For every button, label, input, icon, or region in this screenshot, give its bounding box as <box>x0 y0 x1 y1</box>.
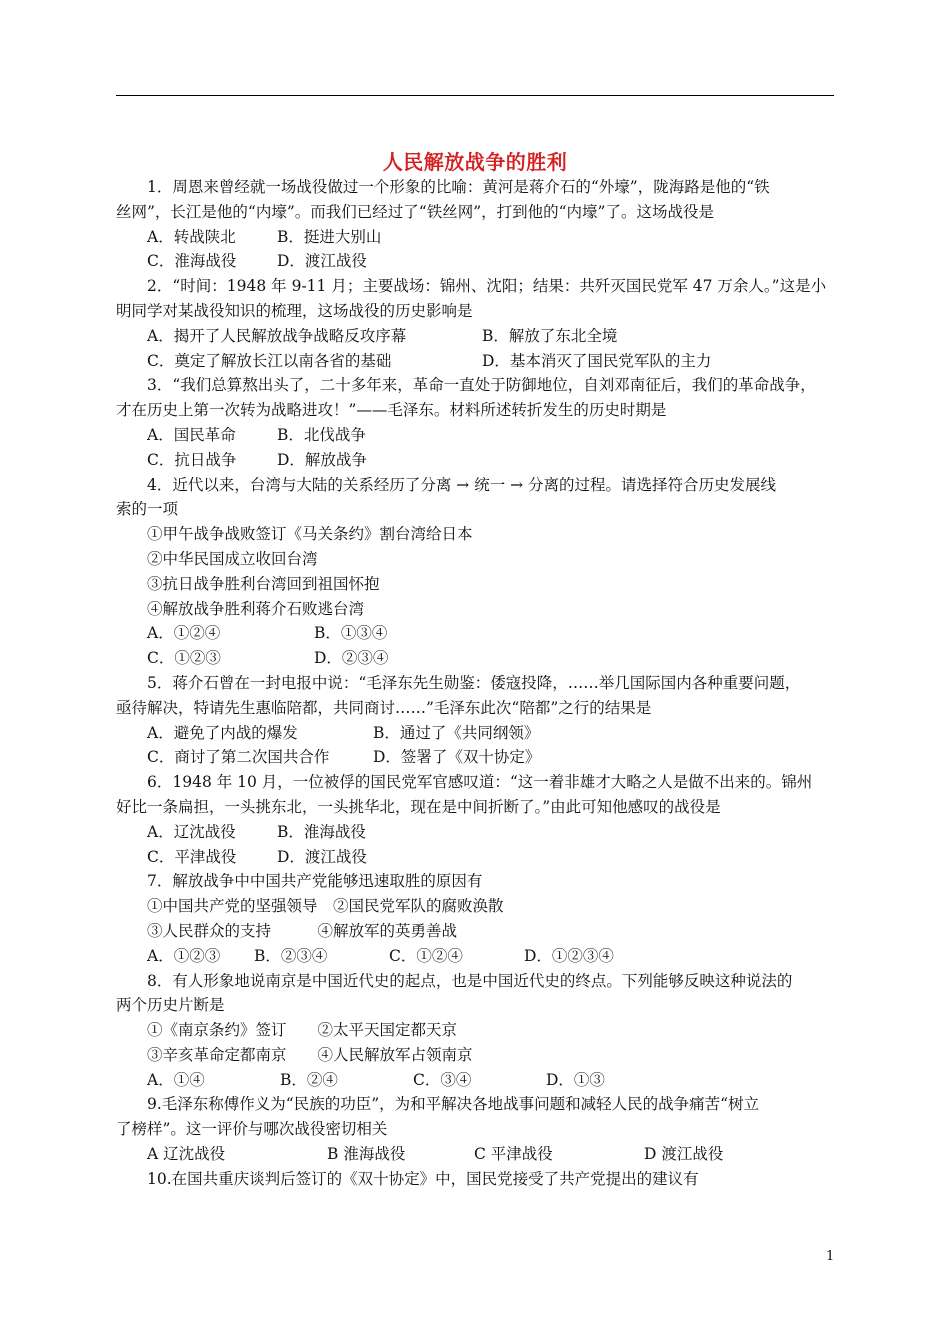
question-stem: 1．周恩来曾经就一场战役做过一个形象的比喻：黄河是蒋介石的“外壕”，陇海路是他的“铁 <box>147 178 770 196</box>
question-stem: 了榜样”。这一评价与哪次战役密切相关 <box>116 1120 388 1139</box>
question-stem: 5．蒋介石曾在一封电报中说：“毛泽东先生勋鉴：倭寇投降，……举几国际国内各种重要问题， <box>147 673 801 692</box>
answer-option: B．②③④ <box>254 946 328 965</box>
question-stem: 两个历史片断是 <box>116 996 225 1015</box>
answer-option: A．①②④ <box>147 624 221 643</box>
question-item: ③人民群众的支持 ④解放军的英勇善战 <box>147 921 458 940</box>
answer-option: A．①④ <box>147 1070 205 1089</box>
answer-option: C．抗日战争 <box>147 450 237 469</box>
answer-option: B．北伐战争 <box>277 425 366 444</box>
question-stem: 9.毛泽东称傅作义为“民族的功臣”，为和平解决各地战事问题和减轻人民的战争痛苦“树立 <box>147 1095 760 1114</box>
option-row <box>116 324 840 349</box>
question-stem: 4．近代以来，台湾与大陆的关系经历了分离 → 统一 → 分离的过程。请选择符合历史发展线 <box>147 475 777 494</box>
question-list <box>116 175 840 1192</box>
answer-option: D．解放战争 <box>277 450 367 469</box>
option-row <box>116 944 840 969</box>
option-row <box>116 1142 840 1167</box>
page-title: 人民解放战争的胜利 <box>382 150 568 174</box>
answer-option: B．①③④ <box>314 624 388 643</box>
answer-option: A．①②③ <box>147 946 221 965</box>
answer-option: A．国民革命 <box>147 425 236 444</box>
header-rule <box>116 95 834 96</box>
answer-option: C 平津战役 <box>474 1145 553 1164</box>
answer-option: D．①③ <box>546 1070 605 1089</box>
question-stem: 7．解放战争中中国共产党能够迅速取胜的原因有 <box>147 872 483 891</box>
answer-option: D．签署了《双十协定》 <box>373 748 541 767</box>
question-item: ②中华民国成立收回台湾 <box>147 549 318 568</box>
answer-option: C．①②④ <box>389 946 463 965</box>
question-stem: 3．“我们总算熬出头了，二十多年来，革命一直处于防御地位，自刘邓南征后，我们的革命战争， <box>147 376 816 395</box>
answer-option: C．①②③ <box>147 649 221 668</box>
question-stem: 明同学对某战役知识的梳理，这场战役的历史影响是 <box>116 301 473 320</box>
question-stem: 2．“时间：1948 年 9-11 月；主要战场：锦州、沈阳；结果：共歼灭国民党军 47 万余人。”这是小 <box>147 277 827 296</box>
option-row <box>116 448 840 473</box>
option-row <box>116 820 840 845</box>
question-stem: 索的一项 <box>116 500 179 519</box>
answer-option: D．渡江战役 <box>277 847 367 866</box>
question-item: ④解放战争胜利蒋介石败逃台湾 <box>147 599 365 618</box>
question-item: ③抗日战争胜利台湾回到祖国怀抱 <box>147 574 380 593</box>
option-row <box>116 225 840 250</box>
question-stem: 好比一条扁担，一头挑东北，一头挑华北，现在是中间折断了。”由此可知他感叹的战役是 <box>116 797 721 816</box>
option-row <box>116 646 840 671</box>
answer-option: D．渡江战役 <box>277 252 367 271</box>
question-stem: 6．1948 年 10 月，一位被俘的国民党军官感叹道：“这一着非雄才大略之人是做不出来的。锦州 <box>147 773 813 792</box>
option-row <box>116 349 840 374</box>
answer-option: C．奠定了解放长江以南各省的基础 <box>147 351 392 370</box>
question-item: ①甲午战争战败签订《马关条约》割台湾给日本 <box>147 525 473 544</box>
answer-option: A．避免了内战的爆发 <box>147 723 298 742</box>
question-stem: 亟待解决，特请先生惠临陪都，共同商讨……”毛泽东此次“陪都”之行的结果是 <box>116 698 652 717</box>
answer-option: A 辽沈战役 <box>147 1145 226 1164</box>
answer-option: B．②④ <box>280 1070 338 1089</box>
option-row <box>116 423 840 448</box>
answer-option: B 淮海战役 <box>327 1145 406 1164</box>
answer-option: C．商讨了第二次国共合作 <box>147 748 330 767</box>
question-stem: 8．有人形象地说南京是中国近代史的起点，也是中国近代史的终点。下列能够反映这种说法的 <box>147 971 793 990</box>
answer-option: A．揭开了人民解放战争战略反攻序幕 <box>147 326 407 345</box>
answer-option: B．淮海战役 <box>277 822 366 841</box>
option-row <box>116 845 840 870</box>
answer-option: C．淮海战役 <box>147 252 237 271</box>
question-item: ③辛亥革命定都南京 ④人民解放军占领南京 <box>147 1045 473 1064</box>
option-row <box>116 1068 840 1093</box>
answer-option: C．③④ <box>413 1070 472 1089</box>
question-stem: 丝网”，长江是他的“内壕”。而我们已经过了“铁丝网”，打到他的“内壕”了。这场战役是 <box>116 202 714 221</box>
page-number: 1 <box>826 1249 835 1264</box>
answer-option: A．转战陕北 <box>147 227 236 246</box>
question-item: ①中国共产党的坚强领导 ②国民党军队的腐败涣散 <box>147 897 504 916</box>
answer-option: B．挺进大别山 <box>277 227 382 246</box>
answer-option: C．平津战役 <box>147 847 237 866</box>
question-item: ①《南京条约》签订 ②太平天国定都天京 <box>147 1021 458 1040</box>
answer-option: B．通过了《共同纲领》 <box>373 723 540 742</box>
answer-option: D．基本消灭了国民党军队的主力 <box>482 351 712 370</box>
answer-option: D 渡江战役 <box>644 1145 724 1164</box>
answer-option: D．①②③④ <box>524 946 614 965</box>
question-stem: 才在历史上第一次转为战略进攻！”——毛泽东。材料所述转折发生的历史时期是 <box>116 401 667 420</box>
answer-option: D．②③④ <box>314 649 389 668</box>
option-row <box>116 249 840 274</box>
answer-option: A．辽沈战役 <box>147 822 236 841</box>
answer-option: B．解放了东北全境 <box>482 326 618 345</box>
option-row <box>116 745 840 770</box>
option-row <box>116 621 840 646</box>
option-row <box>116 721 840 746</box>
question-stem: 10.在国共重庆谈判后签订的《双十协定》中，国民党接受了共产党提出的建议有 <box>147 1169 699 1188</box>
